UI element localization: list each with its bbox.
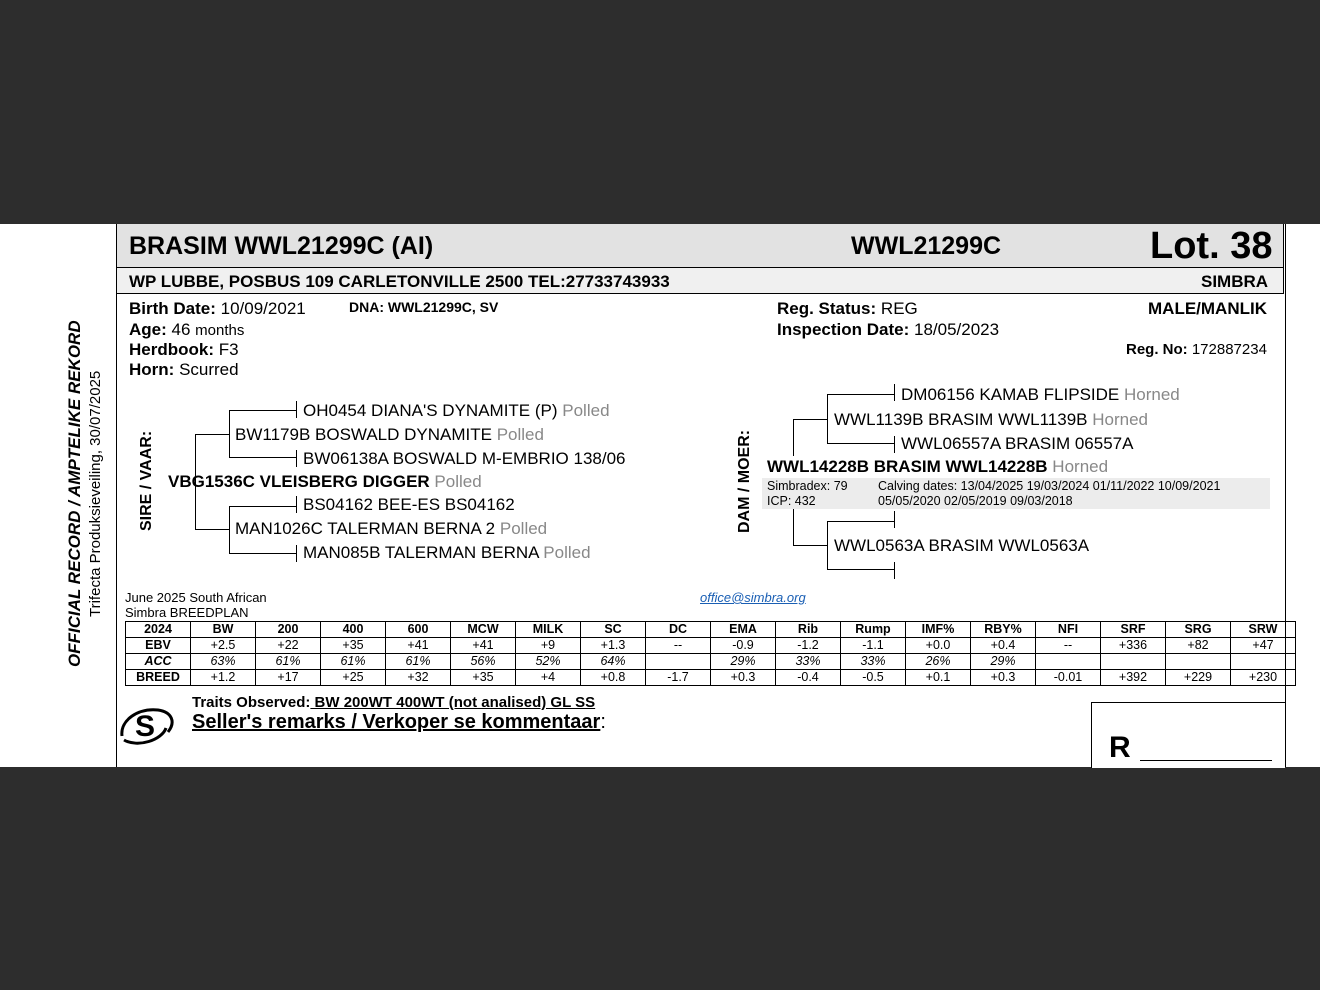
ebvrow-cell: -1.1 — [841, 638, 906, 654]
reg-no-value: 172887234 — [1191, 341, 1267, 358]
hdr-cell: 2024 — [126, 622, 191, 638]
traits-observed — [192, 694, 595, 711]
animal-id: WWL21299C — [851, 232, 1002, 260]
acc-cell: 29% — [711, 654, 776, 670]
breed-cell: +0.3 — [711, 670, 776, 686]
hdr-cell: MCW — [451, 622, 516, 638]
acc-cell: 61% — [386, 654, 451, 670]
ebvrow-cell: +41 — [386, 638, 451, 654]
birth-date-value: 10/09/2021 — [220, 299, 306, 318]
age-value: 46 — [171, 320, 191, 339]
dna-info: DNA: WWL21299C, SV — [349, 299, 499, 315]
sire-sire-sire-horn: Polled — [562, 401, 610, 420]
breed-cell: +17 — [256, 670, 321, 686]
ebvrow-cell: -1.2 — [776, 638, 841, 654]
ebvrow-cell: +35 — [321, 638, 386, 654]
breed-cell: +229 — [1166, 670, 1231, 686]
ebvrow-cell: +2.5 — [191, 638, 256, 654]
breed-cell: -0.5 — [841, 670, 906, 686]
breed-cell: +0.3 — [971, 670, 1036, 686]
sire-sire-name: BW1179B BOSWALD DYNAMITE — [235, 425, 492, 444]
calving-dates-1: Calving dates: 13/04/2025 19/03/2024 01/11/2022 10/09/2021 — [878, 479, 1221, 493]
ebvrow-cell: +0.4 — [971, 638, 1036, 654]
dam-label: DAM / MOER: — [736, 429, 753, 533]
catalogue-sheet — [0, 224, 1320, 767]
owner-details: WP LUBBE, POSBUS 109 CARLETONVILLE 2500 TEL:27733743933 — [129, 272, 670, 291]
breedplan-line-1: June 2025 South African — [125, 590, 267, 605]
sire-label: SIRE / VAAR: — [138, 430, 155, 532]
dam-sire — [834, 410, 1148, 430]
horn-status — [129, 360, 239, 380]
reg-status-label: Reg. Status: — [777, 299, 877, 318]
ebvrow-cell: +41 — [451, 638, 516, 654]
hdr-cell: BW — [191, 622, 256, 638]
breed-cell: -0.4 — [776, 670, 841, 686]
dam-sire-sire — [901, 385, 1180, 405]
breed-cell: +32 — [386, 670, 451, 686]
herdbook-label: Herdbook: — [129, 340, 214, 359]
reg-status-value: REG — [880, 299, 918, 318]
dam-name: WWL14228B BRASIM WWL14228B — [767, 457, 1048, 476]
dam-dam: WWL0563A BRASIM WWL0563A — [834, 536, 1090, 555]
acc-cell — [1166, 654, 1231, 670]
icp: ICP: 432 — [767, 494, 816, 508]
ebvrow-cell: +9 — [516, 638, 581, 654]
sire-sire-sire — [303, 401, 610, 421]
horn-value: Scurred — [179, 360, 239, 379]
sellers-remarks-colon: : — [600, 711, 606, 733]
sire-sire-dam: BW06138A BOSWALD M-EMBRIO 138/06 — [303, 449, 626, 468]
sire-name: VBG1536C VLEISBERG DIGGER — [168, 472, 430, 491]
sire-sire-horn: Polled — [496, 425, 544, 444]
acc-cell: 33% — [841, 654, 906, 670]
acc-cell: ACC — [126, 654, 191, 670]
hdr-cell: 600 — [386, 622, 451, 638]
animal-name: BRASIM WWL21299C (AI) — [129, 232, 434, 260]
breed-cell: +0.8 — [581, 670, 646, 686]
breed-cell: +4 — [516, 670, 581, 686]
ebv-row — [126, 638, 1296, 654]
ebvrow-cell: +1.3 — [581, 638, 646, 654]
inspection-date — [777, 320, 999, 340]
acc-cell: 26% — [906, 654, 971, 670]
breed-cell: +1.2 — [191, 670, 256, 686]
ebvrow-cell: EBV — [126, 638, 191, 654]
hdr-cell: EMA — [711, 622, 776, 638]
calving-dates-2: 05/05/2020 02/05/2019 09/03/2018 — [878, 494, 1073, 508]
dam-sire-sire-horn: Horned — [1124, 385, 1180, 404]
acc-cell: 63% — [191, 654, 256, 670]
age-unit: months — [195, 322, 245, 339]
breed-name: SIMBRA — [1201, 272, 1269, 291]
sire-dam-dam-horn: Polled — [543, 543, 591, 562]
acc-cell: 61% — [321, 654, 386, 670]
dam-horn: Horned — [1052, 457, 1109, 476]
herdbook — [129, 340, 239, 360]
lot-number: Lot. 38 — [1150, 225, 1273, 267]
hdr-cell: NFI — [1036, 622, 1101, 638]
hdr-cell: DC — [646, 622, 711, 638]
traits-value: BW 200WT 400WT (not analised) GL SS — [310, 694, 596, 711]
email-link[interactable]: office@simbra.org — [700, 590, 806, 605]
ebvrow-cell: +336 — [1101, 638, 1166, 654]
breedplan-line-2: Simbra BREEDPLAN — [125, 605, 249, 620]
inspection-date-label: Inspection Date: — [777, 320, 910, 339]
hdr-cell: SRW — [1231, 622, 1296, 638]
hdr-cell: Rump — [841, 622, 906, 638]
ebvrow-cell: +0.0 — [906, 638, 971, 654]
dam-sire-sire-name: DM06156 KAMAB FLIPSIDE — [901, 385, 1120, 404]
age-label: Age: — [129, 320, 167, 339]
acc-cell: 52% — [516, 654, 581, 670]
sire-dam-dam — [303, 543, 591, 563]
ebvrow-cell: +82 — [1166, 638, 1231, 654]
ebv-header-row — [126, 622, 1296, 638]
simbra-logo-icon — [118, 700, 178, 750]
breed-cell: +0.1 — [906, 670, 971, 686]
ebvrow-cell: -- — [1036, 638, 1101, 654]
sire-dam-horn: Polled — [499, 519, 548, 538]
sire-horn: Polled — [434, 472, 482, 491]
reg-no-label: Reg. No: — [1126, 341, 1188, 358]
official-record-label: OFFICIAL RECORD / AMPTELIKE REKORD — [65, 320, 84, 668]
breed-cell: +230 — [1231, 670, 1296, 686]
sire-dam — [235, 519, 547, 539]
breed-cell: BREED — [126, 670, 191, 686]
simbradex: Simbradex: 79 — [767, 479, 848, 493]
acc-cell: 29% — [971, 654, 1036, 670]
dam-sire-name: WWL1139B BRASIM WWL1139B — [834, 410, 1088, 429]
traits-label: Traits Observed: — [192, 694, 311, 711]
dam-sire-horn: Horned — [1092, 410, 1149, 429]
sale-label: Trifecta Produksieveiling, 30/07/2025 — [87, 370, 104, 618]
price-label: R — [1109, 731, 1131, 764]
ebvrow-cell: -- — [646, 638, 711, 654]
inspection-date-value: 18/05/2023 — [913, 320, 1000, 339]
hdr-cell: MILK — [516, 622, 581, 638]
ebv-table — [125, 621, 1296, 686]
breed-row — [126, 670, 1296, 686]
sellers-remarks — [192, 711, 606, 734]
breed-cell: +392 — [1101, 670, 1166, 686]
acc-cell — [1036, 654, 1101, 670]
sire — [168, 472, 482, 492]
hdr-cell: SC — [581, 622, 646, 638]
sire-dam-dam-name: MAN085B TALERMAN BERNA — [303, 543, 539, 562]
hdr-cell: 400 — [321, 622, 386, 638]
sire-dam-name: MAN1026C TALERMAN BERNA 2 — [235, 519, 496, 538]
hdr-cell: IMF% — [906, 622, 971, 638]
acc-cell: 61% — [256, 654, 321, 670]
logo-letter: S — [135, 710, 156, 743]
acc-cell: 64% — [581, 654, 646, 670]
price-line[interactable] — [1140, 760, 1272, 761]
acc-cell — [1231, 654, 1296, 670]
horn-label: Horn: — [129, 360, 175, 379]
sire-dam-sire: BS04162 BEE-ES BS04162 — [303, 495, 515, 514]
age — [129, 320, 244, 340]
breed-cell: -1.7 — [646, 670, 711, 686]
ebvrow-cell: +47 — [1231, 638, 1296, 654]
dam-sire-dam: WWL06557A BRASIM 06557A — [901, 434, 1134, 453]
sire-sire — [235, 425, 544, 445]
hdr-cell: Rib — [776, 622, 841, 638]
sire-sire-sire-name: OH0454 DIANA'S DYNAMITE (P) — [303, 401, 558, 420]
reg-no — [1126, 341, 1267, 358]
acc-cell — [646, 654, 711, 670]
reg-status — [777, 299, 918, 319]
hdr-cell: 200 — [256, 622, 321, 638]
hdr-cell: SRG — [1166, 622, 1231, 638]
acc-cell: 56% — [451, 654, 516, 670]
breed-cell: +35 — [451, 670, 516, 686]
breed-cell: -0.01 — [1036, 670, 1101, 686]
hdr-cell: RBY% — [971, 622, 1036, 638]
birth-date — [129, 299, 306, 319]
birth-date-label: Birth Date: — [129, 299, 216, 318]
acc-cell — [1101, 654, 1166, 670]
acc-row — [126, 654, 1296, 670]
ebvrow-cell: -0.9 — [711, 638, 776, 654]
sellers-remarks-label: Seller's remarks / Verkoper se kommentaar — [192, 711, 601, 733]
herdbook-value: F3 — [218, 340, 239, 359]
sex: MALE/MANLIK — [1148, 299, 1267, 318]
acc-cell: 33% — [776, 654, 841, 670]
hdr-cell: SRF — [1101, 622, 1166, 638]
ebvrow-cell: +22 — [256, 638, 321, 654]
breed-cell: +25 — [321, 670, 386, 686]
dam — [767, 457, 1108, 477]
